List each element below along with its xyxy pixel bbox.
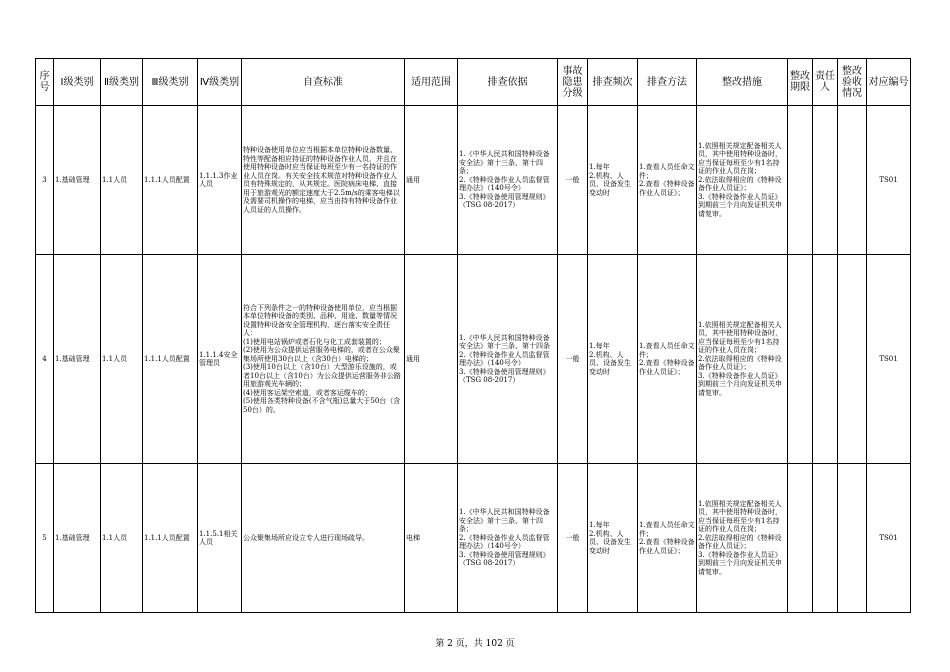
cell-seq: 4 <box>36 255 54 464</box>
cell-basis: 1.《中华人民共和国特种设备安全法》第十三条、第十四条 2.《特种设备作业人员监督管理办法》（140号令） 3.《特种设备使用管理规则》（TSG 08-2017） <box>458 255 558 464</box>
cell-level2: 1.1人员 <box>101 255 143 464</box>
col-header-grade: 事故隐患分级 <box>558 59 588 106</box>
cell-level2: 1.1人员 <box>101 464 143 613</box>
page-footer: 第 2 页，共 102 页 <box>435 639 515 649</box>
cell-code: TS01 <box>867 464 911 613</box>
col-header-frequency: 排查频次 <box>588 59 638 106</box>
cell-method: 1.查看人员任命文件； 2.查看《特种设备作业人员证》； <box>638 464 697 613</box>
col-header-measures: 整改措施 <box>697 59 788 106</box>
col-header-level3: Ⅲ级类别 <box>143 59 198 106</box>
cell-deadline <box>788 106 813 255</box>
table-row <box>36 106 911 255</box>
col-header-level1: Ⅰ级类别 <box>54 59 101 106</box>
cell-method: 1.查看人员任命文件； 2.查看《特种设备作业人员证》； <box>638 106 697 255</box>
cell-deadline <box>788 255 813 464</box>
col-header-owner: 责任人 <box>813 59 838 106</box>
col-header-acceptance: 整改验收情况 <box>838 59 867 106</box>
col-header-level4: Ⅳ级类别 <box>198 59 242 106</box>
cell-measures: 1.依照相关规定配备相关人员，其中使用特种设备时，应当保证每班至少有1名持证的作业人员在岗； 2.依法取得相应的《特种设备作业人员证》； 3.《特种设备作业人员证》到期前三个月向发证机关申请复审。 <box>697 464 788 613</box>
col-header-seq: 序号 <box>36 59 54 106</box>
cell-basis: 1.《中华人民共和国特种设备安全法》第十三条、第十四条； 2.《特种设备作业人员监督管理办法》（140号令） 3.《特种设备使用管理规则》（TSG 08-2017） <box>458 106 558 255</box>
col-header-basis: 排查依据 <box>458 59 558 106</box>
cell-level3: 1.1.1人员配置 <box>143 106 198 255</box>
cell-owner <box>813 255 838 464</box>
cell-seq: 3 <box>36 106 54 255</box>
table-row <box>36 464 911 613</box>
cell-frequency: 1.每年 2.机构、人员、设备发生变动时 <box>588 106 638 255</box>
cell-method: 1.查看人员任命文件； 2.查看《特种设备作业人员证》； <box>638 255 697 464</box>
col-header-standard: 自查标准 <box>242 59 405 106</box>
cell-scope: 电梯 <box>405 464 458 613</box>
cell-scope: 通用 <box>405 255 458 464</box>
cell-level4: 1.1.5.1相关人员 <box>198 464 242 613</box>
cell-code: TS01 <box>867 255 911 464</box>
cell-code: TS01 <box>867 106 911 255</box>
col-header-level2: Ⅱ级类别 <box>101 59 143 106</box>
cell-grade: 一般 <box>558 106 588 255</box>
cell-grade: 一般 <box>558 255 588 464</box>
cell-level3: 1.1.1人员配置 <box>143 464 198 613</box>
cell-level1: 1.基础管理 <box>54 464 101 613</box>
cell-deadline <box>788 464 813 613</box>
cell-level1: 1.基础管理 <box>54 106 101 255</box>
cell-level3: 1.1.1人员配置 <box>143 255 198 464</box>
cell-standard: 特种设备使用单位应当根据本单位特种设备数量、特性等配备相应持证的特种设备作业人员，并且在使用特种设备时应当保证每班至少有一名持证的作业人员在岗。有关安全技术规范对特种设备作业人员有特殊规定的，从其规定。医院病床电梯、直接用于旅游观光的额定速度大于2.5m/s的乘客电梯以及需要司机操作的电梯，应当由持有特种设备作业人员证的人员操作。 <box>242 106 405 255</box>
cell-level4: 1.1.1.4安全管理员 <box>198 255 242 464</box>
cell-acceptance <box>838 255 867 464</box>
inspection-table <box>35 58 911 613</box>
col-header-code: 对应编号 <box>867 59 911 106</box>
cell-level1: 1.基础管理 <box>54 255 101 464</box>
cell-acceptance <box>838 464 867 613</box>
cell-seq: 5 <box>36 464 54 613</box>
cell-measures: 1.依照相关规定配备相关人员，其中使用特种设备时，应当保证每班至少有1名持证的作业人员在岗； 2.依法取得相应的《特种设备作业人员证》； 3.《特种设备作业人员证》到期前三个月向发证机关申请复审。 <box>697 255 788 464</box>
header-row <box>36 59 911 106</box>
cell-standard: 公众聚集场所应设立专人进行现场疏导。 <box>242 464 405 613</box>
cell-frequency: 1.每年 2.机构、人员、设备发生变动时 <box>588 464 638 613</box>
col-header-method: 排查方法 <box>638 59 697 106</box>
cell-frequency: 1.每年 2.机构、人员、设备发生变动时 <box>588 255 638 464</box>
cell-owner <box>813 464 838 613</box>
cell-level4: 1.1.1.3作业人员 <box>198 106 242 255</box>
cell-measures: 1.依照相关规定配备相关人员，其中使用特种设备时，应当保证每班至少有1名持证的作业人员在岗； 2.依法取得相应的《特种设备作业人员证》； 3.《特种设备作业人员证》到期前三个月向发证机关申请复审。 <box>697 106 788 255</box>
cell-scope: 通用 <box>405 106 458 255</box>
cell-level2: 1.1人员 <box>101 106 143 255</box>
cell-grade: 一般 <box>558 464 588 613</box>
table-row <box>36 255 911 464</box>
col-header-deadline: 整改期限 <box>788 59 813 106</box>
cell-basis: 1.《中华人民共和国特种设备安全法》第十三条、第十四条； 2.《特种设备作业人员监督管理办法》（140号令） 3.《特种设备使用管理规则》（TSG 08-2017） <box>458 464 558 613</box>
cell-acceptance <box>838 106 867 255</box>
cell-standard: 符合下列条件之一的特种设备使用单位，应当根据本单位特种设备的类别、品种、用途、数量等情况设置特种设备安全管理机构，逐台落实安全责任人： (1)使用电站锅炉或者石化与化工成套装置的； (2)使用为公众提供运营服务电梯的，或者在公众聚集场所使用30台以上（含30台）电梯的； (3)使用10台以上（含10台）大型游乐设施的，或者10台以上（含10台）为公众提供运营服务非公路用旅游观光车辆的； (4)使用客运架空索道，或者客运缆车的； (5)使用各类特种设备(不含气瓶)总量大于50台（含50台）的。 <box>242 255 405 464</box>
cell-owner <box>813 106 838 255</box>
col-header-scope: 适用范围 <box>405 59 458 106</box>
